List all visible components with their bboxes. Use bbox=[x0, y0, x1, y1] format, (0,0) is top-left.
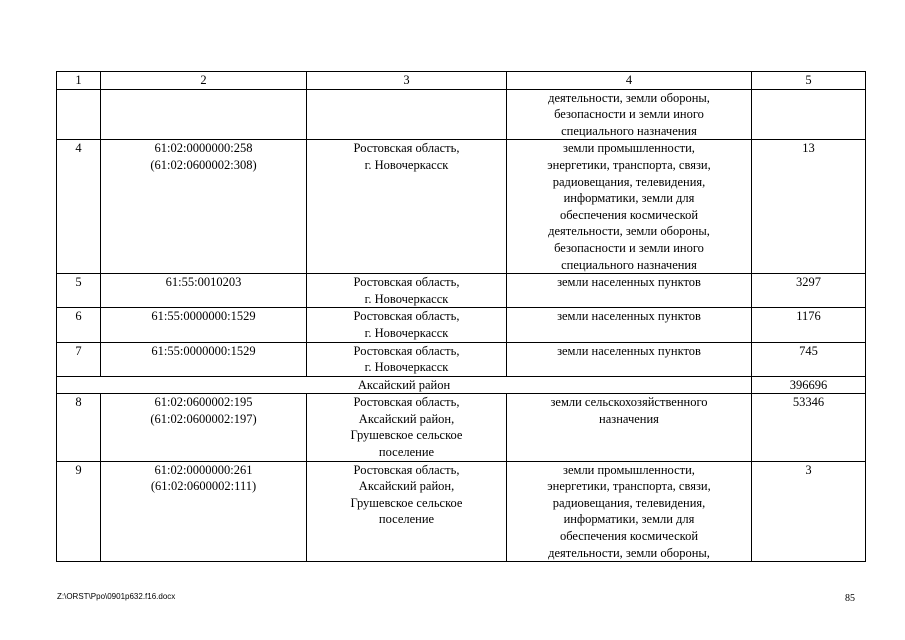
cadastral-number-cell: 61:02:0600002:195 (61:02:0600002:197) bbox=[101, 394, 307, 461]
area-cell: 745 bbox=[752, 342, 866, 376]
area-cell: 1176 bbox=[752, 308, 866, 342]
area-cell: 3297 bbox=[752, 274, 866, 308]
cadastral-number-cell: 61:55:0000000:1529 bbox=[101, 342, 307, 376]
table-row bbox=[57, 308, 866, 342]
table-row bbox=[57, 342, 866, 376]
cadastral-number-cell: 61:55:0000000:1529 bbox=[101, 308, 307, 342]
area-cell: 3 bbox=[752, 461, 866, 562]
header-cell-1: 1 bbox=[57, 72, 101, 90]
table-header-row bbox=[57, 72, 866, 90]
page-number: 85 bbox=[845, 593, 855, 604]
header-cell-3: 3 bbox=[307, 72, 507, 90]
location-cell: Ростовская область, Аксайский район, Грушевское сельское поселение bbox=[307, 394, 507, 461]
land-plots-table bbox=[56, 71, 866, 562]
location-cell: Ростовская область, Аксайский район, Грушевское сельское поселение bbox=[307, 461, 507, 562]
area-cell bbox=[752, 89, 866, 140]
land-category-cell: земли промышленности, энергетики, транспорта, связи, радиовещания, телевидения, информатики, земли для обеспечения космической деятельности, земли обороны, безопасности и земли иного специального назначения bbox=[507, 140, 752, 274]
row-number-cell: 8 bbox=[57, 394, 101, 461]
header-cell-5: 5 bbox=[752, 72, 866, 90]
row-number-cell: 9 bbox=[57, 461, 101, 562]
land-category-cell: земли населенных пунктов bbox=[507, 274, 752, 308]
table-row bbox=[57, 461, 866, 562]
section-row bbox=[57, 376, 866, 394]
land-category-cell: земли населенных пунктов bbox=[507, 342, 752, 376]
row-number-cell: 6 bbox=[57, 308, 101, 342]
section-area: 396696 bbox=[752, 376, 866, 394]
land-category-cell: земли промышленности, энергетики, транспорта, связи, радиовещания, телевидения, информатики, земли для обеспечения космической деятельности, земли обороны, bbox=[507, 461, 752, 562]
land-category-cell: земли населенных пунктов bbox=[507, 308, 752, 342]
location-cell bbox=[307, 89, 507, 140]
location-cell: Ростовская область, г. Новочеркасск bbox=[307, 308, 507, 342]
section-label: Аксайский район bbox=[57, 376, 752, 394]
header-cell-4: 4 bbox=[507, 72, 752, 90]
row-number-cell bbox=[57, 89, 101, 140]
cadastral-number-cell bbox=[101, 89, 307, 140]
table-row bbox=[57, 394, 866, 461]
location-cell: Ростовская область, г. Новочеркасск bbox=[307, 274, 507, 308]
table-row bbox=[57, 89, 866, 140]
row-number-cell: 7 bbox=[57, 342, 101, 376]
location-cell: Ростовская область, г. Новочеркасск bbox=[307, 342, 507, 376]
row-number-cell: 5 bbox=[57, 274, 101, 308]
table-body bbox=[57, 72, 866, 562]
land-category-cell: деятельности, земли обороны, безопасности и земли иного специального назначения bbox=[507, 89, 752, 140]
header-cell-2: 2 bbox=[101, 72, 307, 90]
row-number-cell: 4 bbox=[57, 140, 101, 274]
area-cell: 53346 bbox=[752, 394, 866, 461]
cadastral-number-cell: 61:02:0000000:258 (61:02:0600002:308) bbox=[101, 140, 307, 274]
cadastral-number-cell: 61:55:0010203 bbox=[101, 274, 307, 308]
location-cell: Ростовская область, г. Новочеркасск bbox=[307, 140, 507, 274]
footer-file-path: Z:\ORST\Ppo\0901p632.f16.docx bbox=[57, 592, 176, 601]
cadastral-number-cell: 61:02:0000000:261 (61:02:0600002:111) bbox=[101, 461, 307, 562]
table-row bbox=[57, 274, 866, 308]
land-category-cell: земли сельскохозяйственного назначения bbox=[507, 394, 752, 461]
area-cell: 13 bbox=[752, 140, 866, 274]
table-row bbox=[57, 140, 866, 274]
